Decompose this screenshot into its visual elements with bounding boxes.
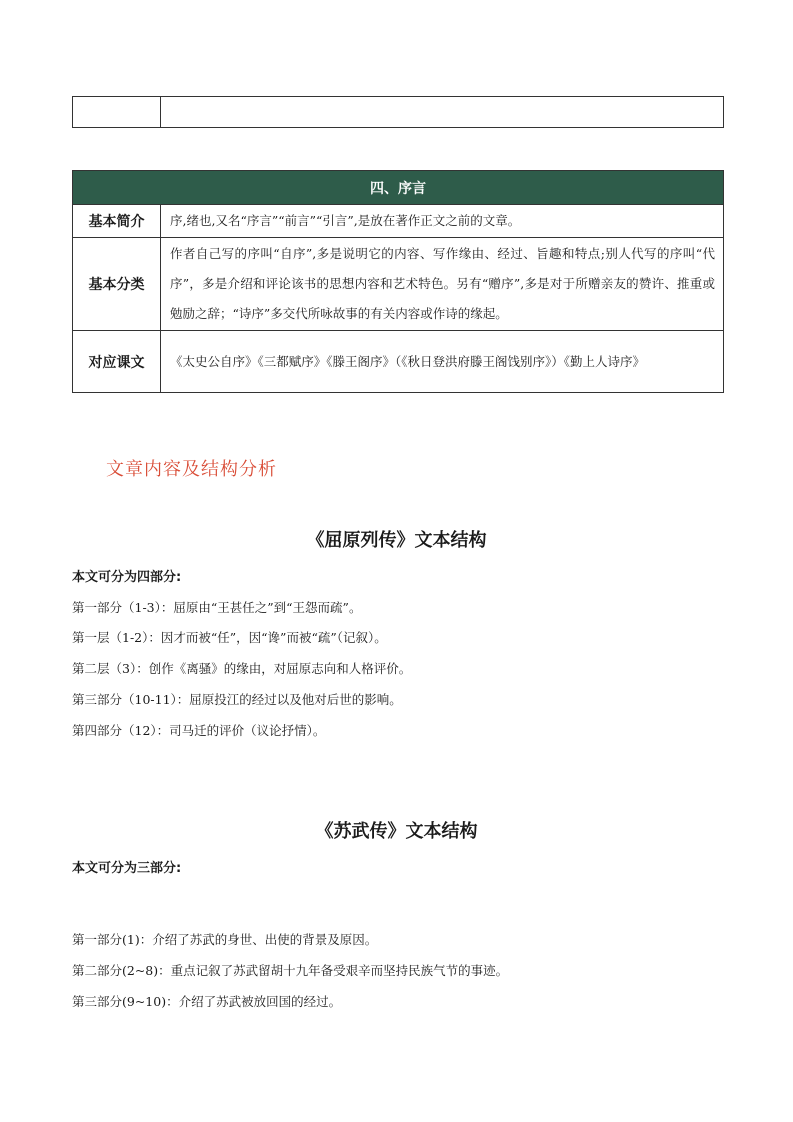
top-empty-table <box>72 96 724 128</box>
suwu-line-3: 第三部分(9~10)：介绍了苏武被放回国的经过。 <box>72 994 342 1009</box>
row-text-texts: 《太史公自序》《三都赋序》《滕王阁序》（《秋日登洪府滕王阁饯别序》）《勤上人诗序》 <box>161 331 724 393</box>
row-label-category: 基本分类 <box>73 238 161 331</box>
suwu-line-1: 第一部分(1)：介绍了苏武的身世、出使的背景及原因。 <box>72 932 378 947</box>
preface-table-header: 四、序言 <box>73 171 724 205</box>
top-table-cell-1 <box>73 97 161 128</box>
suwu-intro: 本文可分为三部分: <box>72 861 182 876</box>
quyuan-title: 《屈原列传》文本结构 <box>306 530 487 551</box>
quyuan-line-1: 第一部分（1-3）：屈原由“王甚任之”到“王怨而疏”。 <box>72 600 362 615</box>
quyuan-intro: 本文可分为四部分: <box>72 570 182 585</box>
quyuan-line-3: 第二层（3）：创作《离骚》的缘由，对屈原志向和人格评价。 <box>72 661 412 676</box>
suwu-line-2: 第二部分(2~8)：重点记叙了苏武留胡十九年备受艰辛而坚持民族气节的事迹。 <box>72 963 509 978</box>
row-label-texts: 对应课文 <box>73 331 161 393</box>
top-table-cell-2 <box>161 97 724 128</box>
quyuan-line-5: 第四部分（12）：司马迁的评价（议论抒情）。 <box>72 723 326 738</box>
quyuan-line-2: 第一层（1-2）：因才而被“任”，因“谗”而被“疏”（记叙）。 <box>72 630 387 645</box>
row-text-category: 作者自己写的序叫“自序”,多是说明它的内容、写作缘由、经过、旨趣和特点;别人代写的序叫“代序”，多是介绍和评论该书的思想内容和艺术特色。另有“赠序”,多是对于所赠亲友的赞许、推重或勉励之辞；“诗序”多交代所咏故事的有关内容或作诗的缘起。 <box>161 238 724 331</box>
row-text-intro: 序,绪也,又名“序言”“前言”“引言”,是放在著作正文之前的文章。 <box>161 205 724 238</box>
preface-table <box>72 170 724 393</box>
section-heading: 文章内容及结构分析 <box>106 459 277 480</box>
row-label-intro: 基本简介 <box>73 205 161 238</box>
quyuan-line-4: 第三部分（10-11）：屈原投江的经过以及他对后世的影响。 <box>72 692 402 707</box>
suwu-title: 《苏武传》文本结构 <box>315 821 478 842</box>
